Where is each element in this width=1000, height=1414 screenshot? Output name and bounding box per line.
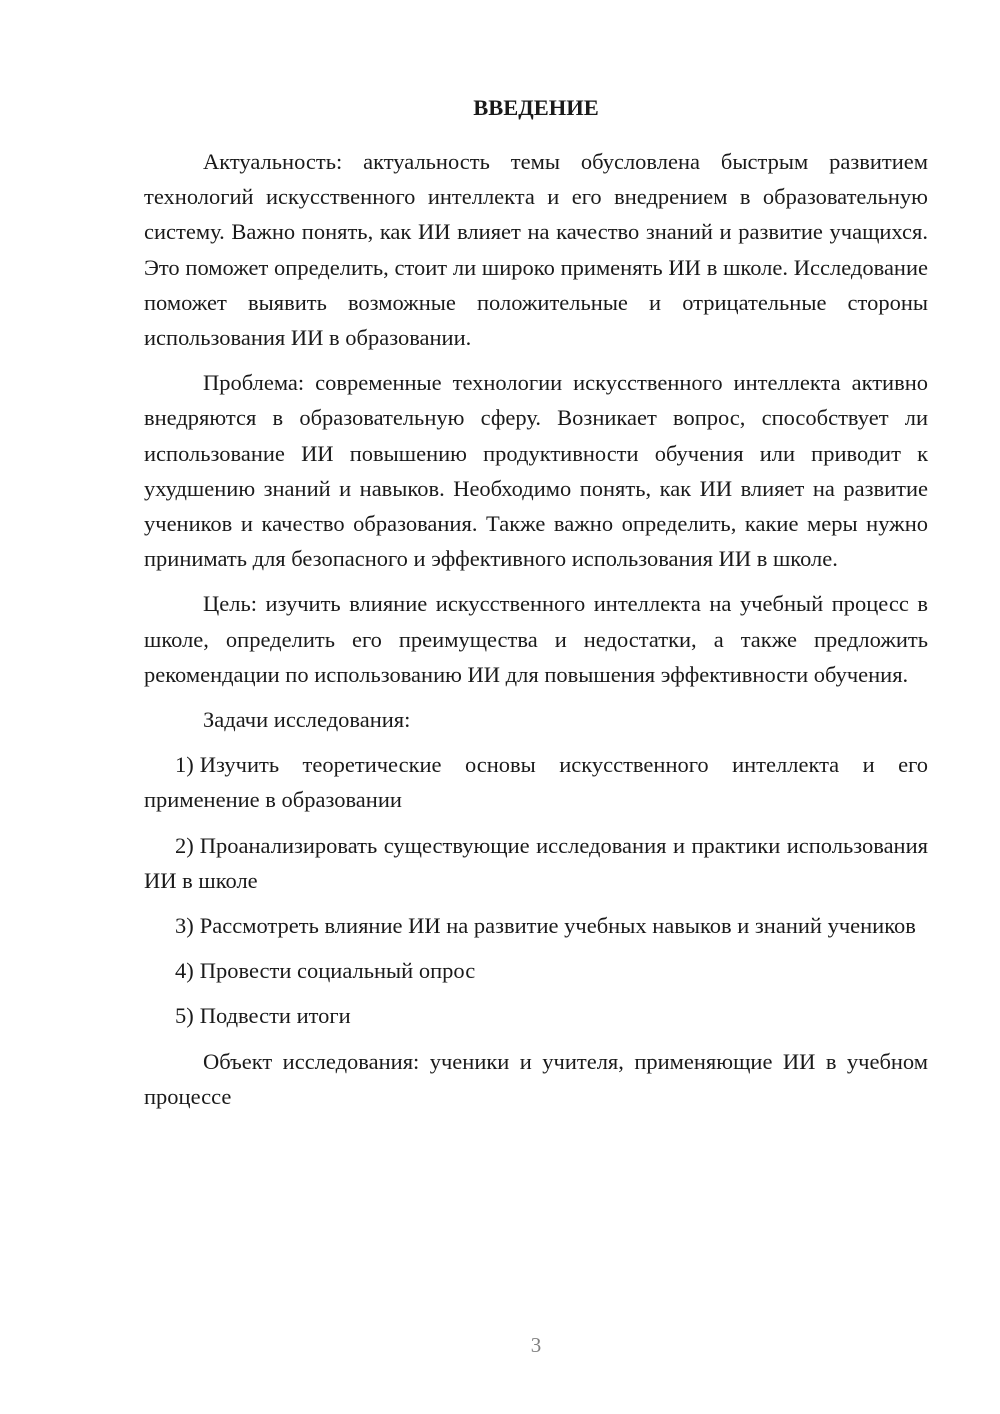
- list-item-number: 1): [175, 752, 194, 778]
- list-item: [144, 828, 928, 898]
- list-item-text: Подвести итоги: [199, 1003, 351, 1029]
- list-item: [144, 998, 928, 1033]
- list-item: [144, 908, 928, 943]
- problem-paragraph: Проблема: современные технологии искусственного интеллекта активно внедряются в образовательную сферу. Возникает вопрос, способствует ли использование ИИ повышению продуктивности обучения или приводит к ухудшению знаний и навыков. Необходимо понять, как ИИ влияет на развитие учеников и качество образования. Также важно определить, какие меры нужно принимать для безопасного и эффективного использования ИИ в школе.: [144, 370, 928, 572]
- page-number: 3: [530, 1333, 542, 1357]
- list-item-number: 5): [175, 1003, 194, 1029]
- tasks-list: [144, 747, 928, 1033]
- list-item-text: Рассмотреть влияние ИИ на развитие учебных навыков и знаний учеников: [199, 913, 916, 939]
- list-item: [144, 953, 928, 988]
- list-item-number: 4): [175, 958, 194, 984]
- tasks-title: Задачи исследования:: [203, 707, 411, 733]
- list-item-text: Проанализировать существующие исследования и практики использования ИИ в школе: [144, 832, 928, 893]
- section-heading: ВВЕДЕНИЕ: [473, 95, 599, 120]
- goal-paragraph: Цель: изучить влияние искусственного интеллекта на учебный процесс в школе, определить его преимущества и недостатки, а также предложить рекомендации по использованию ИИ для повышения эффективности обучения.: [144, 591, 928, 687]
- list-item-text: Провести социальный опрос: [199, 958, 476, 984]
- list-item-number: 2): [175, 832, 194, 858]
- list-item-text: Изучить теоретические основы искусственного интеллекта и его применение в образовании: [144, 752, 928, 813]
- page-body: [144, 88, 928, 1124]
- object-paragraph: Объект исследования: ученики и учителя, применяющие ИИ в учебном процессе: [144, 1048, 928, 1109]
- list-item-number: 3): [175, 913, 194, 939]
- list-item: [144, 747, 928, 817]
- relevance-paragraph: Актуальность: актуальность темы обусловлена быстрым развитием технологий искусственного интеллекта и его внедрением в образовательную систему. Важно понять, как ИИ влияет на качество знаний и развитие учащихся. Это поможет определить, стоит ли широко применять ИИ в школе. Исследование поможет выявить возможные положительные и отрицательные стороны использования ИИ в образовании.: [144, 149, 928, 351]
